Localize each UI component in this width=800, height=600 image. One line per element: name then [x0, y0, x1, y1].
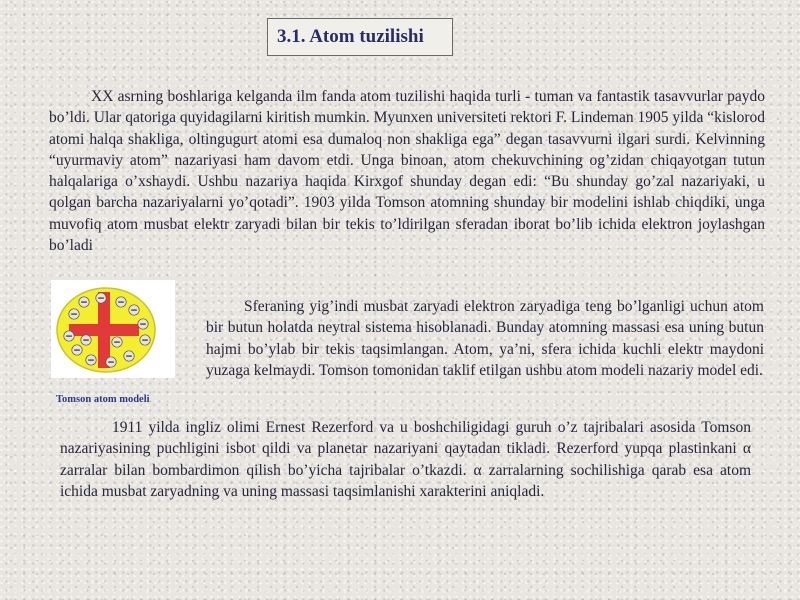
electron-minus-sign: − — [80, 298, 88, 309]
neutral-atom-paragraph: Sferaning yig’indi musbat zaryadi elektron zaryadiga teng bo’lganligi uchun atom bir butun holatda neytral sistema hisoblanadi. Bunday atomning massasi esa uning butun hajmi bo’ylab bir tekis taqsimlangan. Atom, ya’ni, sfera ichida kuchli elektr maydoni yuzaga kelmaydi. Tomson tomonidan taklif etilgan ushbu atom modeli nazariy model edi. — [206, 298, 764, 379]
slide-title-box — [267, 18, 453, 56]
electron-minus-sign: − — [73, 346, 81, 357]
slide-title: 3.1. Atom tuzilishi — [277, 26, 424, 47]
electron-minus-sign: − — [65, 332, 73, 343]
electron-minus-sign: − — [141, 336, 149, 347]
thomson-atom-icon — [51, 280, 175, 378]
electron-minus-sign: − — [82, 336, 90, 347]
thomson-model-figure — [51, 280, 175, 378]
electron-minus-sign: − — [130, 306, 138, 317]
intro-paragraph: XX asrning boshlariga kelganda ilm fanda atom tuzilishi haqida turli - tuman va fantastik tasavvurlar paydo bo’ldi. Ular qatoriga quyidagilarni kiritish mumkin. Myunxen universiteti rektori F. Lindeman 1905 yilda “kislorod atomi halqa shakliga, oltingugurt atomi esa dumaloq non shakliga ega” degan tasavvurni ilgari surdi. Kelvinning “uyurmaviy atom” nazariyasi ham davom etdi. Unga binoan, atom chekuvchining og’zidan chiqayotgan tutun halqalariga o’xshaydi. Ushbu nazariya haqida Kirxgof shunday degan edi: “Bu shunday go’zal nazariyaki, u qolgan barcha nazariyalarni yo’qotadi”. 1903 yilda Tomson atomning shunday bir modelini ishlab chiqdiki, unga muvofiq atom musbat elektr zaryadi bilan bir tekis to’ldirilgan sferadan iborat bo’lib ichida elektron joylashgan bo’ladi — [49, 88, 765, 255]
electron-minus-sign: − — [125, 352, 133, 363]
electron-minus-sign: − — [70, 310, 78, 321]
rutherford-paragraph: 1911 yilda ingliz olimi Ernest Rezerford va u boshchiligidagi guruh o’z tajribalari asosida Tomson nazariyasining puchligini isbot qildi va planetar nazariyani qaytadan tikladi. Rezerford yupqa plastinkani α zarralar bilan bombardimon qilish bo’yicha tajribalar o’tkazdi. α zarralarning sochilishiga qarab esa atom ichida musbat zaryadning va uning massasi taqsimlanishi xarakterini aniqladi. — [60, 419, 751, 500]
electron-minus-sign: − — [139, 320, 147, 331]
electron-minus-sign: − — [97, 294, 105, 305]
electron-minus-sign: − — [117, 298, 125, 309]
electron-minus-sign: − — [113, 338, 121, 349]
figure-caption: Tomson atom modeli — [56, 394, 150, 405]
electron-minus-sign: − — [87, 356, 95, 367]
electron-minus-sign: − — [107, 358, 115, 369]
